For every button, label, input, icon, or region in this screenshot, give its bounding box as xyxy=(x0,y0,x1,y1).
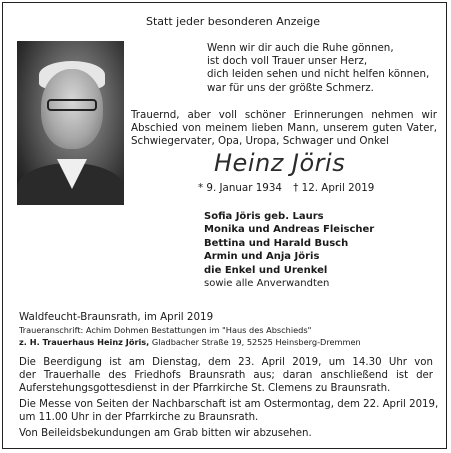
address-line xyxy=(19,337,361,349)
mourner-relatives: sowie alle Anverwandten xyxy=(204,278,330,290)
notice-heading: Statt jeder besonderen Anzeige xyxy=(146,15,321,28)
poem-line: Wenn wir dir auch die Ruhe gönnen, xyxy=(207,42,394,54)
intro-line: Trauernd, aber voll schöner Erinnerungen nehmen wir xyxy=(131,109,437,121)
death-date: † 12. April 2019 xyxy=(293,182,375,194)
place-date: Waldfeucht-Braunsrath, im April 2019 xyxy=(19,311,214,323)
service-line: Die Messe von Seiten der Nachbarschaft ist am Ostermontag, dem 22. April 2019, xyxy=(19,399,439,410)
address-street: Gladbacher Straße 19, 52525 Heinsberg-Dremmen xyxy=(149,336,361,347)
mourner-name: Sofia Jöris geb. Laurs xyxy=(204,211,324,222)
birth-date: * 9. Januar 1934 xyxy=(198,182,282,194)
intro-text xyxy=(131,109,437,149)
condolence-note: Von Beileidsbekundungen am Grab bitten wir abzusehen. xyxy=(19,428,312,439)
mourner-name: die Enkel und Urenkel xyxy=(204,264,328,276)
life-dates xyxy=(198,182,382,194)
poem xyxy=(207,42,429,95)
address-line: Traueranschrift: Achim Dohmen Bestattungen im "Haus des Abschieds" xyxy=(19,325,312,335)
intro-line: Abschied von meinem lieben Mann, unserem guten Vater, xyxy=(131,122,437,135)
poem-line: war für uns der größte Schmerz. xyxy=(207,81,374,94)
service-info xyxy=(19,356,439,440)
mourner-name: Monika und Andreas Fleischer xyxy=(204,224,375,236)
service-line: Auferstehungsgottesdienst in der Pfarrkirche St. Clemens zu Braunsrath. xyxy=(19,383,391,394)
address-recipient: z. H. Trauerhaus Heinz Jöris, xyxy=(19,336,150,347)
service-line: um 11.00 Uhr in der Pfarrkirche zu Braunsrath. xyxy=(19,412,259,423)
portrait-photo xyxy=(17,41,124,205)
service-line: Die Beerdigung ist am Dienstag, dem 23. April 2019, um 14.30 Uhr von xyxy=(19,357,433,368)
mourners-list xyxy=(204,210,374,290)
poem-line: dich leiden sehen und nicht helfen können, xyxy=(207,68,430,81)
mourner-name: Armin und Anja Jöris xyxy=(204,251,320,263)
mourner-name: Bettina und Harald Busch xyxy=(204,237,349,249)
mourning-address xyxy=(19,325,361,348)
deceased-name: Heinz Jöris xyxy=(214,149,346,177)
service-line: der Trauerhalle des Friedhofs Braunsrath aus; daran anschließend ist der xyxy=(19,370,433,381)
poem-line: ist doch voll Trauer unser Herz, xyxy=(207,55,368,68)
intro-line: Schwiegervater, Opa, Uropa, Schwager und Onkel xyxy=(131,135,389,148)
